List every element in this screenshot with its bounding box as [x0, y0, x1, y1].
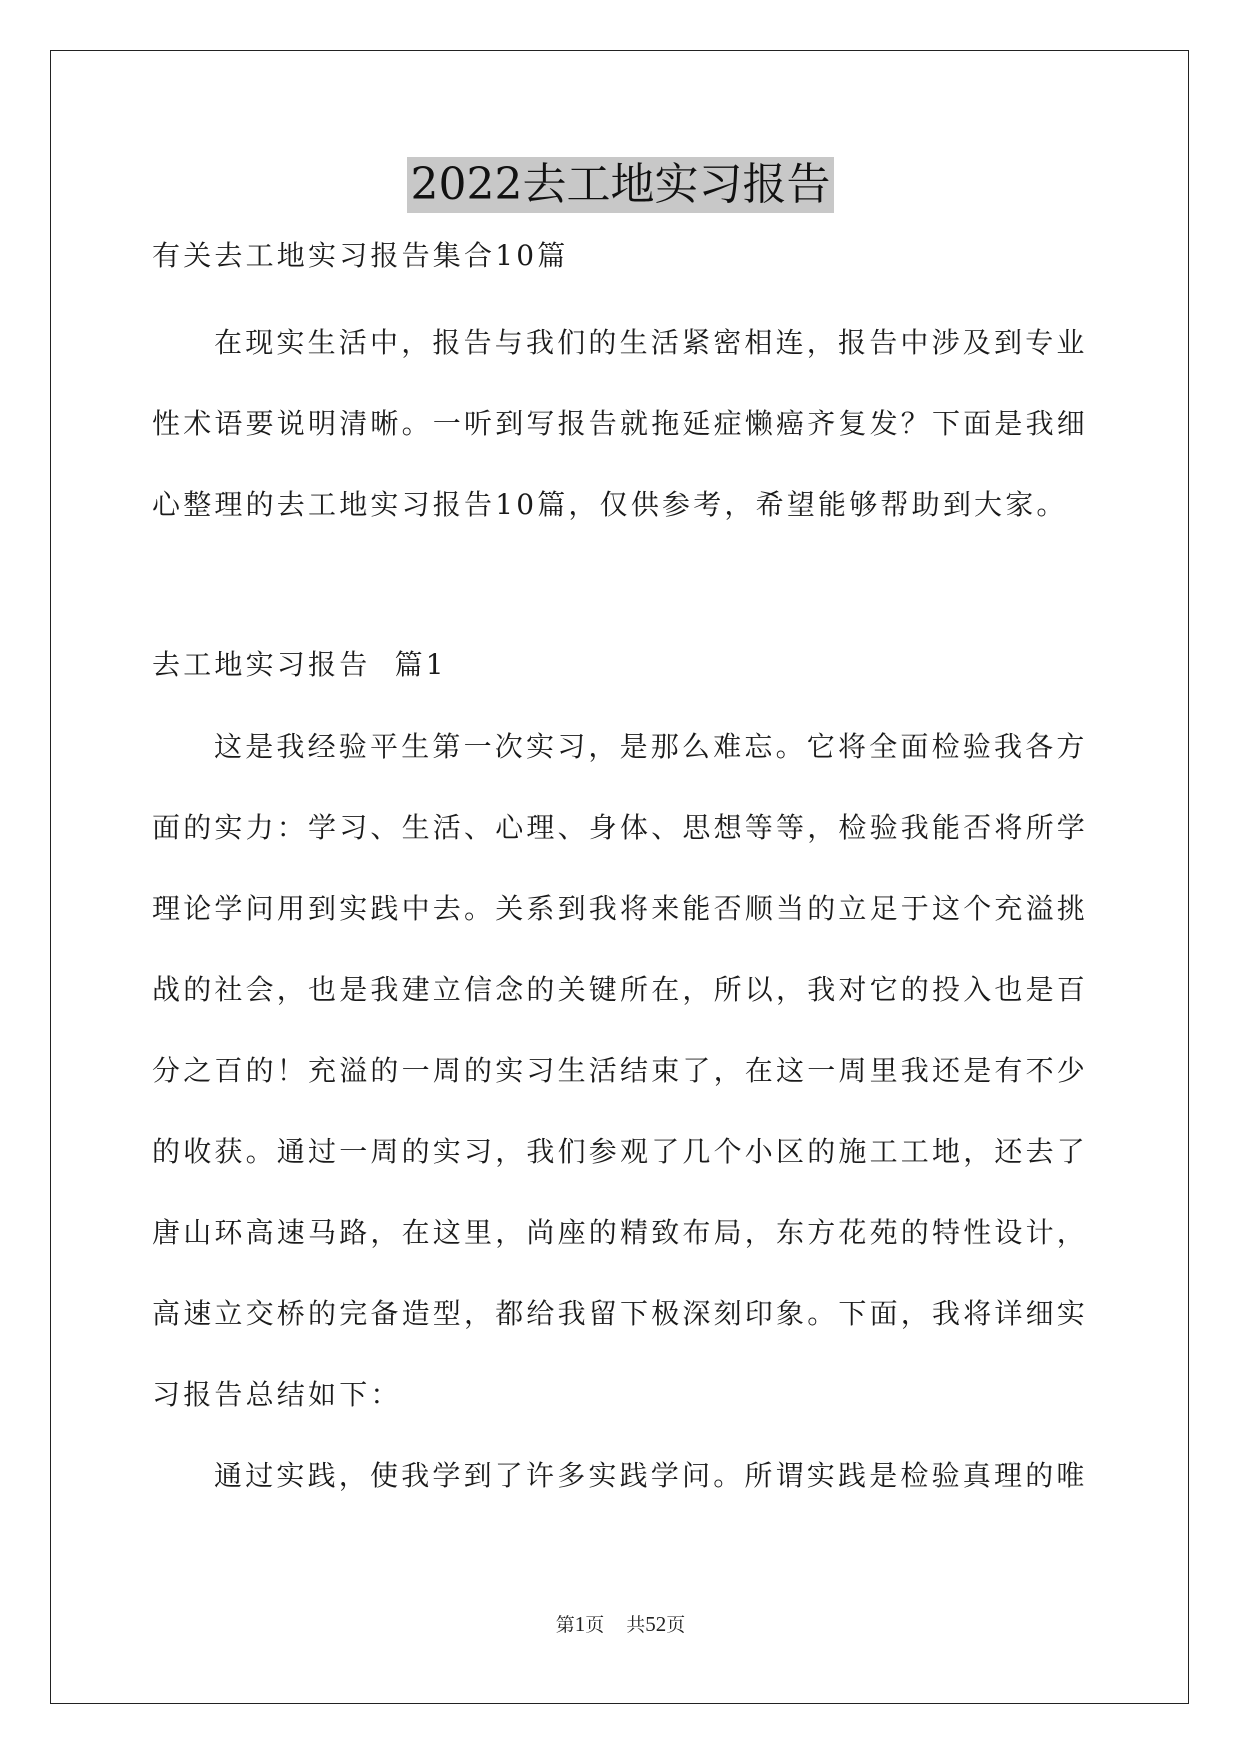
paragraph-spacer [152, 1415, 1087, 1456]
paragraph-line: 战的社会，也是我建立信念的关键所在，所以，我对它的投入也是百 [152, 973, 1089, 1006]
paragraph-line: 唐山环高速马路，在这里，尚座的精致布局，东方花苑的特性设计， [152, 1216, 1089, 1249]
title-container [0, 157, 1241, 213]
paragraph-line: 习报告总结如下： [152, 1378, 402, 1411]
paragraph-line: 高速立交桥的完备造型，都给我留下极深刻印象。下面，我将详细实 [152, 1297, 1089, 1330]
section-heading: 去工地实习报告 篇1 [152, 648, 447, 681]
section-paragraph-2 [152, 1456, 1087, 1496]
paragraph-line: 分之百的！充溢的一周的实习生活结束了，在这一周里我还是有不少 [152, 1054, 1089, 1087]
paragraph-line: 的收获。通过一周的实习，我们参观了几个小区的施工工地，还去了 [152, 1135, 1089, 1168]
paragraph-line: 在现实生活中，报告与我们的生活紧密相连，报告中涉及到专业 [214, 326, 1088, 359]
document-title: 2022去工地实习报告 [407, 157, 835, 213]
paragraph-line: 心整理的去工地实习报告10篇，仅供参考，希望能够帮助到大家。 [152, 488, 1068, 521]
paragraph-line: 性术语要说明清晰。一听到写报告就拖延症懒癌齐复发？下面是我细 [152, 407, 1089, 440]
section-spacer [152, 525, 1087, 645]
footer-total-suffix: 页 [666, 1614, 686, 1636]
footer-total-prefix: 共 [626, 1614, 646, 1636]
footer-page-total: 52 [645, 1612, 667, 1636]
page-footer [0, 1612, 1241, 1637]
footer-page-prefix: 第 [555, 1614, 575, 1636]
paragraph-line: 理论学问用到实践中去。关系到我将来能否顺当的立足于这个充溢挑 [152, 892, 1089, 925]
document-body [152, 236, 1087, 1496]
paragraph-line: 通过实践，使我学到了许多实践学问。所谓实践是检验真理的唯 [214, 1459, 1088, 1492]
paragraph-line: 这是我经验平生第一次实习，是那么难忘。它将全面检验我各方 [214, 730, 1088, 763]
document-subtitle: 有关去工地实习报告集合10篇 [152, 239, 569, 272]
paragraph-line: 面的实力：学习、生活、心理、身体、思想等等，检验我能否将所学 [152, 811, 1089, 844]
section-paragraph-1 [152, 727, 1087, 1415]
footer-page-current: 1 [574, 1612, 586, 1636]
footer-page-suffix: 页 [585, 1614, 605, 1636]
intro-paragraph [152, 323, 1087, 525]
